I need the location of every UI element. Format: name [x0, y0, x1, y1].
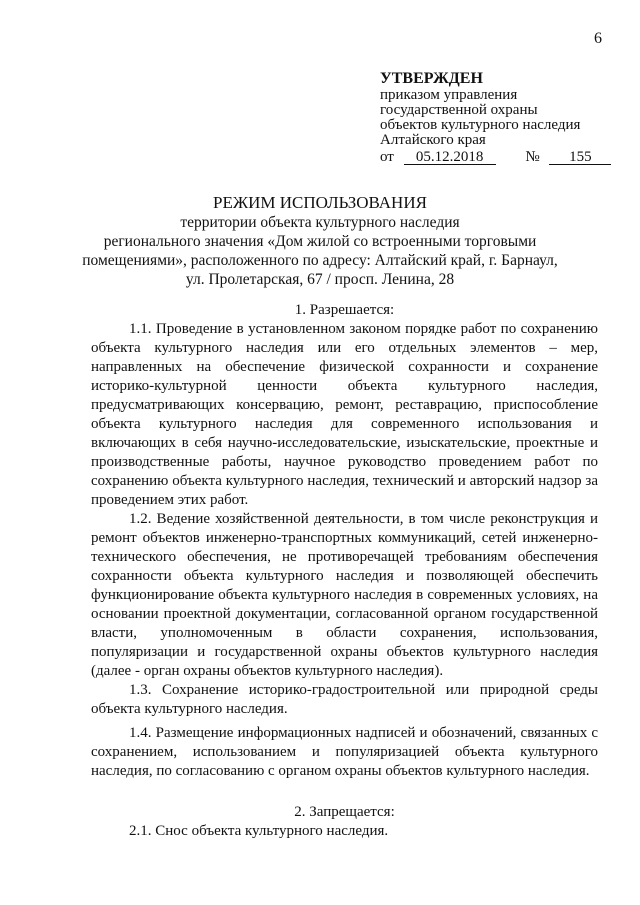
paragraph: 1.1. Проведение в установленном законом порядке работ по сохранению объекта культурного наследия или его отдельных элементов – мер, направленных на обеспечение физической сохранности и сохранение историко-культурной ценности объекта культурного наследия, предусматривающих консервацию, ремонт, реставрацию, приспособление объекта культурного наследия для современного использования и включающих в себя научно-исследовательские, изыскательские, проектные и производственные работы, научное руководство проведением работ по сохранению объекта культурного наследия, технический и авторский надзор за проведением этих работ.: [91, 321, 598, 508]
heading-line: помещениями», расположенного по адресу: Алтайский край, г. Барнаул,: [82, 252, 558, 269]
document-title: РЕЖИМ ИСПОЛЬЗОВАНИЯ: [213, 193, 427, 212]
approval-stamp: [380, 70, 611, 165]
page-number: 6: [594, 30, 602, 47]
order-number: 155: [549, 150, 611, 165]
section-title: 2. Запрещается:: [294, 804, 395, 820]
paragraph: 1.2. Ведение хозяйственной деятельности, в том числе реконструкция и ремонт объектов инженерно-транспортных коммуникаций, сетей инженерно-технического обеспечения, не противоречащей требованиям обеспечения сохранности объекта культурного наследия и позволяющей обеспечить функционирование объекта культурного наследия в современных условиях, на основании проектной документации, согласованной органом государственной власти, уполномоченным в области сохранения, использования, популяризации и государственной охраны объектов культурного наследия (далее - орган охраны объектов культурного наследия).: [91, 511, 598, 679]
approval-line: государственной охраны: [380, 102, 538, 118]
paragraph: 2.1. Снос объекта культурного наследия.: [129, 823, 389, 839]
heading-line: территории объекта культурного наследия: [180, 214, 460, 231]
section-title: 1. Разрешается:: [294, 302, 395, 318]
heading-line: регионального значения «Дом жилой со встроенными торговыми: [103, 233, 537, 250]
paragraph: 1.3. Сохранение историко-градостроительной или природной среды объекта культурного наследия.: [91, 682, 598, 717]
approval-line: приказом управления: [380, 87, 518, 103]
date-label: от: [380, 149, 394, 165]
approval-line: объектов культурного наследия: [380, 117, 581, 133]
document-heading: [70, 192, 570, 289]
paragraph: 1.4. Размещение информационных надписей и обозначений, связанных с сохранением, использованием и популяризацией объекта культурного наследия, по согласованию с органом охраны объектов культурного наследия.: [91, 725, 598, 779]
heading-line: ул. Пролетарская, 67 / просп. Ленина, 28: [185, 271, 455, 288]
document-body: [91, 301, 598, 841]
order-date: 05.12.2018: [404, 150, 496, 165]
approval-date-row: [380, 150, 611, 165]
approval-line: Алтайского края: [380, 132, 486, 148]
number-label: №: [525, 149, 540, 165]
approval-title: УТВЕРЖДЕН: [380, 70, 483, 87]
